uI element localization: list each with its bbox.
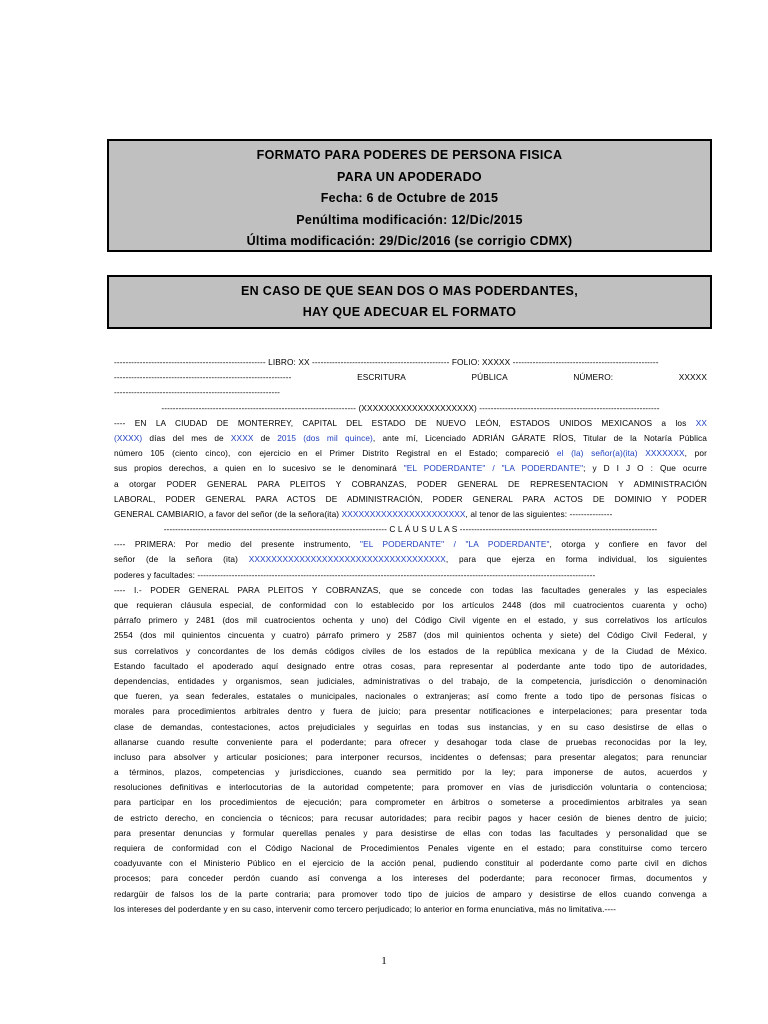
notice-line-2: HAY QUE ADECUAR EL FORMATO bbox=[302, 305, 517, 319]
header-date: Fecha: 6 de Octubre de 2015 bbox=[320, 191, 499, 205]
intro-paragraph-line: sus propios derechos, a quien en lo sucesivo se le denominará "EL PODERDANTE" / "LA PODERDANTE"; y D I J O : Que ocurre bbox=[114, 463, 707, 474]
power-paragraph-line: redargüir de falsos los de la parte contraria; para promover todo tipo de juicios de amparo y desistirse de ellos cuando convenga a bbox=[114, 888, 707, 899]
number-word: NÚMERO: bbox=[573, 372, 614, 383]
first-clause-line: ---- PRIMERA: Por medio del presente instrumento, "EL PODERDANTE" / "LA PODERDANTE", otorga y confiere en favor del bbox=[114, 539, 707, 550]
power-paragraph-line: Estando facultado el apoderado aquí designado entre otras cosas, para representar al poderdante ante todo tipo de autoridades, bbox=[114, 660, 707, 671]
header-subtitle: PARA UN APODERADO bbox=[337, 169, 482, 184]
header-last-modification: Última modificación: 29/Dic/2016 (se corrigio CDMX) bbox=[246, 234, 573, 248]
notice-line-1: EN CASO DE QUE SEAN DOS O MAS PODERDANTES, bbox=[241, 284, 578, 298]
first-clause-line: poderes y facultades: ------------------------------------------------------------------------------------------------------------------------------------------- bbox=[114, 569, 596, 580]
power-paragraph-line: de estricto derecho, en conciencia o técnicos; para recusar autoridades; para recibir pagos y hacer cesión de bienes dentro de juicio; bbox=[114, 812, 707, 823]
intro-paragraph-line: ---- EN LA CIUDAD DE MONTERREY, CAPITAL DEL ESTADO DE NUEVO LEÓN, ESTADOS UNIDOS MEXICANOS a los XX bbox=[114, 417, 707, 428]
power-paragraph-line: a términos, plazos, competencias y jurisdicciones, cuando sea permitido por la ley; para imponerse de autos, acuerdos y bbox=[114, 767, 707, 778]
intro-paragraph-line: (XXXX) días del mes de XXXX de 2015 (dos mil quince), ante mí, Licenciado ADRIÁN GÁRATE RÍOS, Titular de la Notaría Pública bbox=[114, 432, 707, 443]
power-paragraph-line: que requieran cláusula especial, de conformidad con lo establecido por los artículos 2448 (dos mil cuatrocientos cuarenta y ocho) bbox=[114, 600, 707, 610]
book-folio-line: ----------------------------------------------------- LIBRO: XX ------------------------------------------------ FOLIO: XXXXX --------------------------------------------------- bbox=[114, 357, 659, 367]
dash-filler: -------------------------------------------------------------- bbox=[114, 372, 292, 383]
header-box bbox=[107, 139, 712, 252]
power-paragraph-line: párrafo primero y 2481 (dos mil cuatrocientos ochenta y uno) del Código Civil vigente en el estado, y sus correlativos los artículos bbox=[114, 615, 707, 626]
header-title: FORMATO PARA PODERES DE PERSONA FISICA bbox=[256, 148, 563, 162]
power-paragraph-line: ---- I.- PODER GENERAL PARA PLEITOS Y COBRANZAS, que se concede con todas las facultades generales y las especiales bbox=[114, 584, 707, 595]
clauses-heading: ------------------------------------------------------------------------------ C L Á U S U L A S --------------------------------------------------------------------- bbox=[163, 524, 658, 535]
power-paragraph-line: resoluciones definitivas e interlocutorias de la autoridad competente; para promover en vías de jurisdicción voluntaria o contenciosa; bbox=[114, 782, 707, 793]
power-paragraph-line: clase de demandas, contestaciones, actos prejudiciales y seguirlas en todas sus instancias, y en su caso desistirse de ellas o bbox=[114, 721, 707, 732]
intro-paragraph-line: número 105 (ciento cinco), con ejercicio en el Primer Distrito Registral en el Estado; compareció el (la) señor(a)(ita) XXXXXXX, por bbox=[114, 448, 707, 459]
power-paragraph-line: procesos; para conceder perdón cuando así convenga a los intereses del poderdante; para reconocer firmas, documentos y bbox=[114, 873, 707, 884]
deed-word: ESCRITURA bbox=[357, 372, 406, 383]
power-paragraph-line: que fueren, ya sean federales, estatales o municipales, nacionales o extranjeras; así como frente a todo tipo de personas físicas o bbox=[114, 691, 707, 702]
deed-number-words-line: -------------------------------------------------------------------- (XXXXXXXXXXXXXXXXXXXX) --------------------------------------------------------------- bbox=[161, 402, 660, 413]
dash-line: ---------------------------------------------------------- bbox=[114, 387, 281, 398]
power-paragraph-line: morales para procedimientos arbitrales dentro y fuera de juicio; para presentar notificaciones e interpelaciones; para presentar toda bbox=[114, 706, 707, 717]
header-penultimate-modification: Penúltima modificación: 12/Dic/2015 bbox=[296, 212, 523, 227]
deed-number-line bbox=[114, 370, 707, 385]
notice-box bbox=[107, 275, 712, 329]
power-paragraph-line: para participar en los procedimientos de ejecución; para comprometer en árbitros o someterse a procedimientos arbitrales ya sean bbox=[114, 797, 707, 808]
intro-paragraph-line: GENERAL CAMBIARIO, a favor del señor (de la señora(ita) XXXXXXXXXXXXXXXXXXXXXX, al tenor de las siguientes: --------------- bbox=[114, 508, 613, 519]
intro-paragraph-line: a otorgar PODER GENERAL PARA PLEITOS Y COBRANZAS, PODER GENERAL DE REPRESENTACION Y ADMINISTRACIÓN bbox=[114, 478, 707, 489]
power-paragraph-line: requiera de conformidad con el Código Nacional de Procedimientos Penales vigente en el estado; para constituirse como tercero bbox=[114, 843, 707, 853]
public-word: PÚBLICA bbox=[471, 372, 508, 383]
power-paragraph-line: para presentar denuncias y formular querellas penales y para desistirse de ellas con todas las facultades y personalidad que se bbox=[114, 827, 707, 838]
power-paragraph-line: los intereses del poderdante y en su caso, intervenir como tercero perjudicado; lo anterior en forma enunciativa, más no limitativa.---- bbox=[114, 903, 616, 914]
deed-number: XXXXX bbox=[678, 372, 707, 383]
power-paragraph-line: dependencias, entidades y organismos, sean judiciales, administrativas o del trabajo, de la competencia, jurisdicción o denominación bbox=[114, 675, 707, 686]
power-paragraph-line: coadyuvante con el Ministerio Público en el ejercicio de la acción penal, pudiendo constituir al poderdante como parte civil en dichos bbox=[114, 858, 707, 869]
power-paragraph-line: sus correlativos y concordantes de los demás códigos civiles de los estados de la república mexicana y de la Ciudad de México. bbox=[114, 645, 707, 656]
intro-paragraph-line: LABORAL, PODER GENERAL PARA ACTOS DE ADMINISTRACIÓN, PODER GENERAL PARA ACTOS DE DOMINIO Y PODER bbox=[114, 493, 707, 504]
first-clause-line: señor (de la señora (ita) XXXXXXXXXXXXXXXXXXXXXXXXXXXXXXXXXXX, para que ejerza en forma individual, los siguientes bbox=[114, 554, 707, 565]
document-body bbox=[114, 355, 707, 917]
power-paragraph-line: incluso para absolver y articular posiciones; para interponer recursos, incidentes o defensas; para presentar alegatos; para renunciar bbox=[114, 751, 707, 762]
power-paragraph-line: 2554 (dos mil quinientos cincuenta y cuatro) párrafo primero y 2587 (dos mil quinientos ochenta y siete) del Código Civil Federal, y bbox=[114, 630, 707, 641]
power-paragraph-line: allanarse cuando resulte conveniente para el poderdante; para ofrecer y desahogar toda clase de pruebas reconocidas por la ley, bbox=[114, 736, 707, 747]
page-number: 1 bbox=[381, 955, 387, 967]
